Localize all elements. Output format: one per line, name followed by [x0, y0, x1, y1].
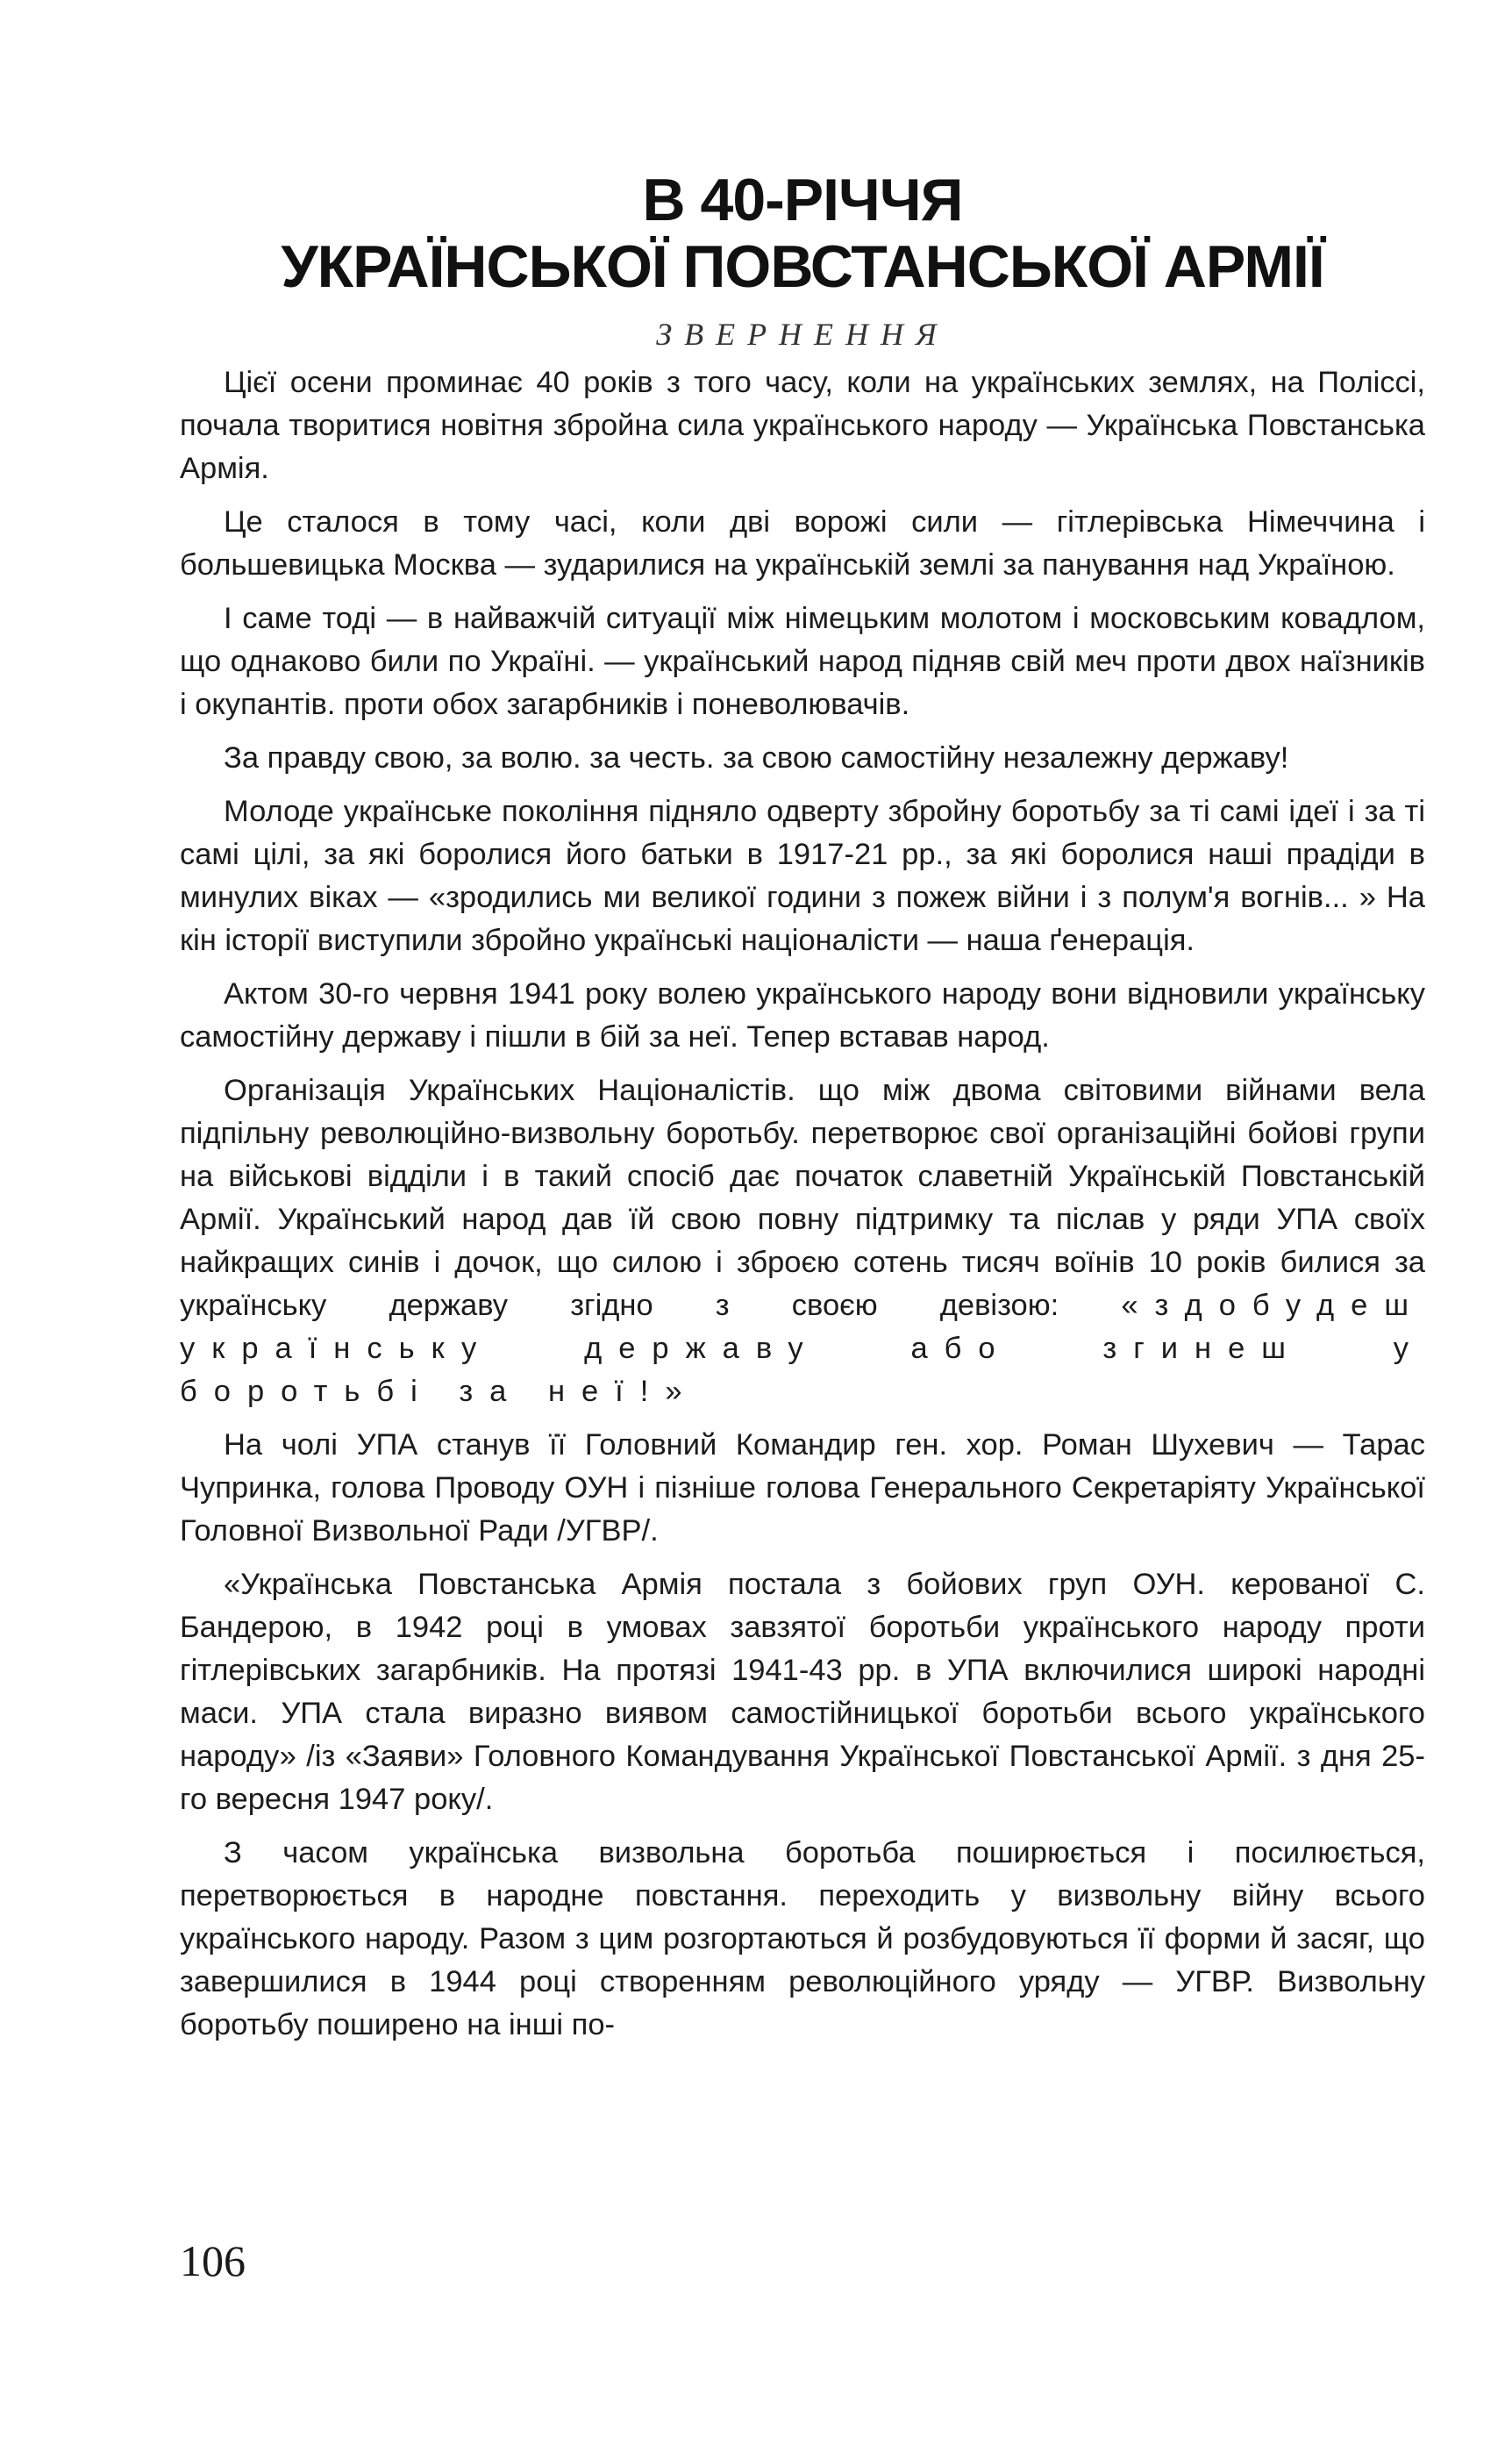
- paragraph: Молоде українське покоління підняло одверту збройну боротьбу за ті самі ідеї і за ті самі цілі, за які боролися його батьки в 1917-21 рр., за які боролися наші прадіди в минулих віках — «зродились ми великої години з пожеж війни і з полум'я вогнів... » На кін історії виступили збройно українські націоналісти — наша ґенерація.: [180, 795, 1425, 957]
- paragraph: З часом українська визвольна боротьба поширюється і посилюється, перетворюється в народне повстання. переходить у визвольну війну всього українського народу. Разом з цим розгортаються й розбудовуються її форми й засяг, що завершилися в 1944 році створенням революційного уряду — УГВР. Визвольну боротьбу поширено на інші по-: [180, 1836, 1425, 2041]
- paragraph: Це сталося в тому часі, коли дві ворожі сили — гітлерівська Німеччина і большевицька Москва — зударилися на українській землі за панування над Україною.: [180, 505, 1425, 582]
- paragraph: «Українська Повстанська Армія постала з бойових груп ОУН. керованої С. Бандерою, в 1942 році в умовах завзятої боротьби українського народу проти гітлерівських загарбників. На протязі 1941-43 рр. в УПА включилися широкі народні маси. УПА стала виразно виявом самостійницької боротьби всього українського народу» /із «Заяви» Головного Командування Української Повстанської Армії. з дня 25-го вересня 1947 року/.: [180, 1568, 1425, 1816]
- paragraph: Актом 30-го червня 1941 року волею українського народу вони відновили українську самостійну державу і пішли в бій за неї. Тепер вставав народ.: [180, 977, 1425, 1054]
- oun-text: Організація Українських Націоналістів. що між двома світовими війнами вела підпільну революційно-визвольну боротьбу. перетворює свої організаційні бойові групи на військові відділи і в такий спосіб дає початок славетній Українській Повстанській Армії. Український народ дав їй свою повну підтримку та післав у ряди УПА своїх найкращих синів і дочок, що силою і зброєю сотень тисяч воїнів 10 років билися за українську державу згідно з своєю девізою:: [180, 1074, 1425, 1322]
- document-title: [180, 167, 1425, 300]
- paragraph: Цієї осени проминає 40 років з того часу, коли на українських землях, на Поліссі, почала творитися новітня збройна сила українського народу — Українська Повстанська Армія.: [180, 366, 1425, 485]
- paragraph: На чолі УПА станув її Головний Командир ген. хор. Роман Шухевич — Тарас Чупринка, голова Проводу ОУН і пізніше голова Генерального Секретаріяту Української Головної Визвольної Ради /УГВР/.: [180, 1428, 1425, 1548]
- oun-motto: «здобудеш українську державу або згинеш у боротьбі за неї!»: [180, 1289, 1425, 1408]
- paragraph: І саме тоді — в найважчій ситуації між німецьким молотом і московським ковадлом, що однаково били по Україні. — український народ підняв свій меч проти двох наїзників і окупантів. проти обох загарбників і поневолювачів.: [180, 602, 1425, 721]
- document-page: [180, 167, 1425, 2057]
- body-text: [180, 361, 1425, 2047]
- document-subtitle: ЗВЕРНЕННЯ: [656, 317, 949, 352]
- paragraph-oun: [180, 1069, 1425, 1413]
- paragraph: За правду свою, за волю. за честь. за свою самостійну незалежну державу!: [224, 741, 1289, 775]
- title-line-2: УКРАЇНСЬКОЇ ПОВСТАНСЬКОЇ АРМІЇ: [281, 233, 1324, 300]
- title-line-1: В 40-РІЧЧЯ: [642, 167, 963, 233]
- page-number: 106: [180, 2236, 246, 2285]
